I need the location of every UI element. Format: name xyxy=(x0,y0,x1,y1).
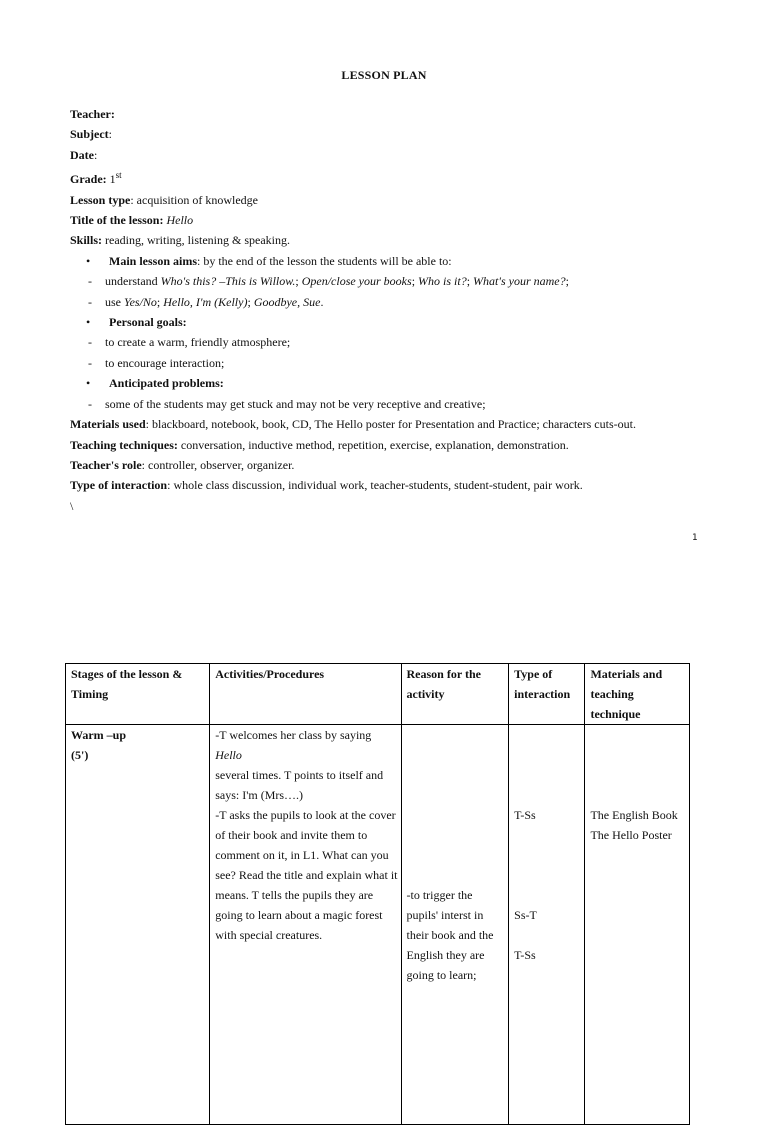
header-text: Timing xyxy=(71,687,109,701)
date-label: Date xyxy=(70,147,94,162)
grade-value: 1 xyxy=(106,172,116,187)
aim-sep: . xyxy=(320,294,324,309)
role-row xyxy=(70,455,710,475)
date-colon: : xyxy=(94,147,98,162)
aim-phrase: Goodbye, Sue xyxy=(253,294,321,309)
activities-cell xyxy=(210,725,401,1125)
reason-line: -to trigger the xyxy=(406,888,473,902)
bullet-marker: • xyxy=(86,253,91,268)
materials-value: : blackboard, notebook, book, CD, The Hello poster for Presentation and Practice; characters cuts-out. xyxy=(145,417,636,432)
techniques-label: Teaching techniques: xyxy=(70,437,178,452)
header-text: teaching xyxy=(590,687,634,701)
aim-phrase: Who is it? xyxy=(418,274,467,289)
lesson-type-value: : acquisition of knowledge xyxy=(130,192,258,207)
main-aims-label: Main lesson aims xyxy=(109,253,198,268)
activity-line: several times. T points to itself and xyxy=(215,768,384,782)
aim-phrase: Yes/No xyxy=(124,294,157,309)
anticipated-problems-label: Anticipated problems: xyxy=(109,376,224,391)
header-interaction xyxy=(509,664,585,725)
interaction-cell xyxy=(509,725,585,1125)
interaction-row xyxy=(70,475,710,495)
techniques-value: conversation, inductive method, repetition, exercise, explanation, demonstration. xyxy=(177,437,569,452)
lesson-info xyxy=(70,104,710,516)
interaction-type: T-Ss xyxy=(514,808,536,822)
header-reason xyxy=(401,664,509,725)
header-text: Materials and xyxy=(590,667,663,681)
activity-line xyxy=(215,725,400,765)
aim-use-text: use xyxy=(105,294,124,309)
header-text: Type of xyxy=(514,667,553,681)
stage-cell xyxy=(66,725,210,1125)
subject-colon: : xyxy=(108,127,113,142)
material-item: The Hello Poster xyxy=(590,828,672,842)
material-item: The English Book xyxy=(590,808,678,822)
teacher-row xyxy=(70,104,710,124)
main-aims-value: : by the end of the lesson the students will be able to: xyxy=(197,253,452,268)
skills-label: Skills: xyxy=(70,233,103,248)
activity-line: comment on it, in L1. What can you xyxy=(215,848,389,862)
aim-sep: ; xyxy=(295,274,302,289)
header-activities xyxy=(210,664,401,725)
aim-use-item xyxy=(70,292,710,312)
dash-marker: - xyxy=(88,396,92,411)
aim-phrase: What's your name? xyxy=(473,274,566,289)
dash-marker: - xyxy=(88,294,92,309)
bullet-marker: • xyxy=(86,376,91,391)
grade-sup: st xyxy=(115,170,122,181)
lesson-type-label: Lesson type xyxy=(70,192,131,207)
page-title: LESSON PLAN xyxy=(341,68,427,82)
dash-marker: - xyxy=(88,335,92,350)
skills-row xyxy=(70,230,710,250)
reason-line: pupils' interst in xyxy=(406,908,484,922)
aim-sep: ; xyxy=(466,274,474,289)
aim-understand-item xyxy=(70,271,710,291)
activity-line: going to learn about a magic forest xyxy=(215,908,383,922)
role-value: : controller, observer, organizer. xyxy=(141,457,295,472)
header-materials xyxy=(585,664,690,725)
aim-sep: ; xyxy=(156,294,164,309)
table-header-row xyxy=(66,664,690,725)
personal-goal-text: to encourage interaction; xyxy=(105,355,225,370)
techniques-row xyxy=(70,435,710,455)
anticipated-problems-item xyxy=(70,373,710,393)
interaction-value: : whole class discussion, individual work, teacher-students, student-student, pair work. xyxy=(167,478,583,493)
interaction-type: T-Ss xyxy=(514,948,536,962)
grade-row xyxy=(70,165,710,189)
interaction-type: Ss-T xyxy=(514,908,537,922)
interaction-label: Type of interaction xyxy=(70,478,168,493)
teacher-label: Teacher: xyxy=(70,107,115,121)
header-text: technique xyxy=(590,707,641,721)
reason-line: their book and the xyxy=(406,928,494,942)
dash-marker: - xyxy=(88,274,92,289)
activity-text: -T welcomes her class by saying xyxy=(215,728,372,742)
activity-line: means. T tells the pupils they are xyxy=(215,888,374,902)
main-aims-item xyxy=(70,251,710,271)
activity-line: says: I'm (Mrs….) xyxy=(215,788,304,802)
personal-goal-item xyxy=(70,332,710,352)
lesson-title-label: Title of the lesson: xyxy=(70,213,164,228)
table-row xyxy=(66,725,690,1125)
subject-row xyxy=(70,124,710,144)
stage-timing: (5') xyxy=(71,748,89,762)
activity-line: see? Read the title and explain what it xyxy=(215,868,398,882)
activity-line: of their book and invite them to xyxy=(215,828,368,842)
grade-label: Grade: xyxy=(70,172,107,187)
role-label: Teacher's role xyxy=(70,457,142,472)
problem-item xyxy=(70,394,710,414)
materials-row xyxy=(70,414,710,434)
personal-goal-item xyxy=(70,353,710,373)
aim-phrase: Open/close your books xyxy=(301,274,412,289)
backslash-line: \ xyxy=(70,498,74,513)
lesson-title-row xyxy=(70,210,710,230)
stage-name: Warm –up xyxy=(71,728,127,742)
lesson-title-value: Hello xyxy=(163,213,194,228)
header-text: interaction xyxy=(514,687,571,701)
aim-sep: ; xyxy=(411,274,419,289)
date-row xyxy=(70,145,710,165)
aim-phrase: Hello, I'm (Kelly) xyxy=(163,294,248,309)
aim-understand-text: understand xyxy=(105,274,161,289)
aim-phrase: Who's this? –This is Willow. xyxy=(160,274,296,289)
header-text: Activities/Procedures xyxy=(215,667,325,681)
subject-label: Subject xyxy=(70,127,109,142)
header-text: activity xyxy=(406,687,445,701)
aim-sep: ; xyxy=(565,274,569,289)
header-text: Reason for the xyxy=(406,667,481,681)
bullet-marker: • xyxy=(86,315,91,330)
problem-text: some of the students may get stuck and may not be very receptive and creative; xyxy=(105,396,486,411)
reason-line: English they are xyxy=(406,948,485,962)
lesson-type-row xyxy=(70,190,710,210)
personal-goals-label: Personal goals: xyxy=(109,315,187,330)
activity-line: with special creatures. xyxy=(215,928,323,942)
lesson-stages-table xyxy=(65,663,690,1125)
materials-cell xyxy=(585,725,690,1125)
aim-sep: ; xyxy=(247,294,254,309)
skills-value: reading, writing, listening & speaking. xyxy=(102,233,290,248)
activity-phrase: Hello xyxy=(215,748,242,762)
personal-goals-item xyxy=(70,312,710,332)
header-text: Stages of the lesson & xyxy=(71,667,183,681)
personal-goal-text: to create a warm, friendly atmosphere; xyxy=(105,335,291,350)
reason-line: going to learn; xyxy=(406,968,477,982)
header-stages xyxy=(66,664,210,725)
reason-cell xyxy=(401,725,509,1125)
page-number: 1 xyxy=(692,533,698,543)
dash-marker: - xyxy=(88,355,92,370)
materials-label: Materials used xyxy=(70,417,146,432)
activity-line: -T asks the pupils to look at the cover xyxy=(215,808,396,822)
